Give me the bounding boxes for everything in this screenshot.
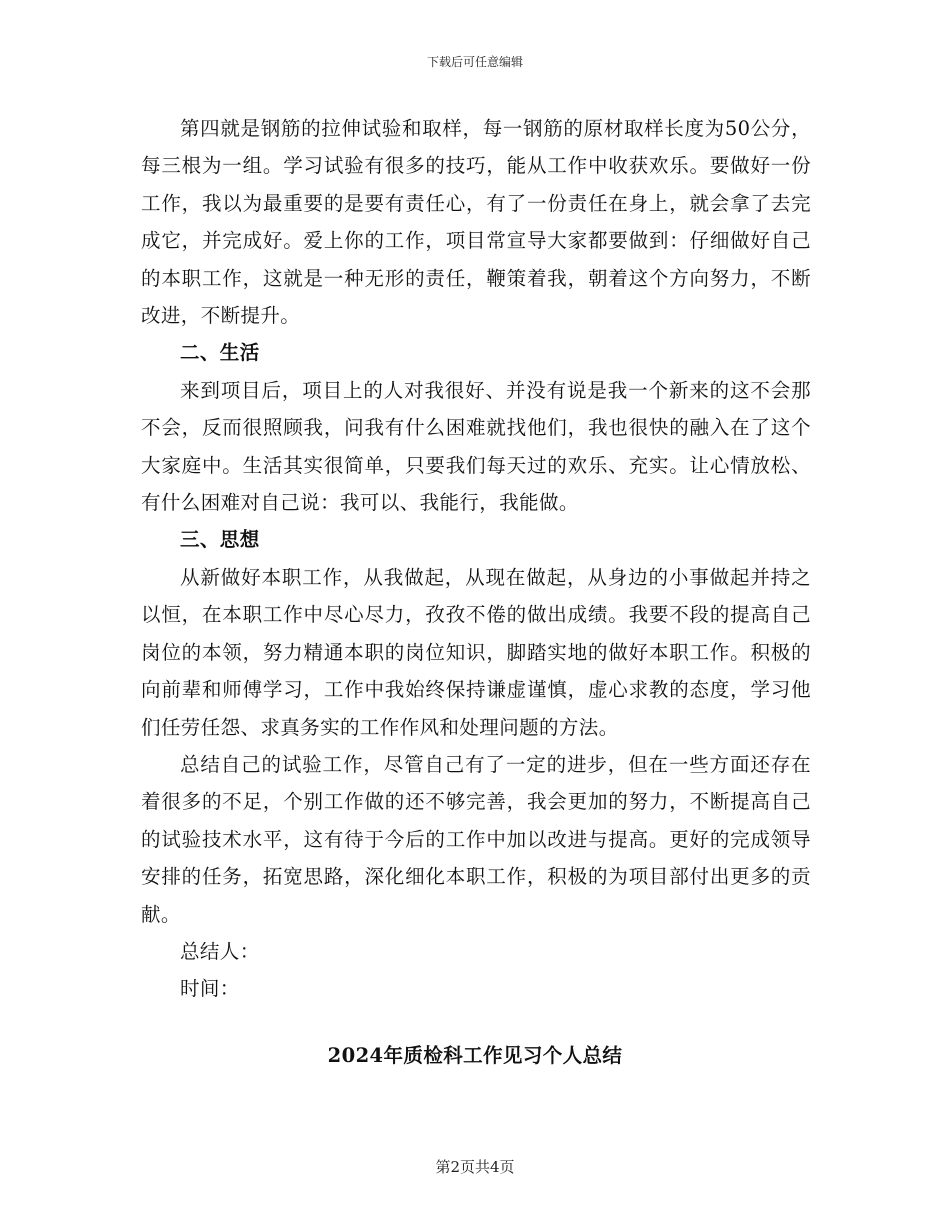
signer-label: 总结人： — [180, 939, 260, 963]
page-footer: 第2页共4页 — [435, 1158, 515, 1176]
paragraph-summary: 总结自己的试验工作，尽管自己有了一定的进步，但在一些方面还存在着很多的不足，个别工作做的还不够完善，我会更加的努力，不断提高自己的试验技术水平，这有待于今后的工作中加以改进与提高。更好的完成领导安排的任务，拓宽思路，深化细化本职工作，积极的为项目部付出更多的贡献。 — [141, 752, 811, 926]
header-note: 下载后可任意编辑 — [426, 55, 523, 69]
heading-life: 二、生活 — [180, 341, 260, 365]
next-document-title: 2024年质检科工作见习个人总结 — [327, 1044, 623, 1067]
time-label: 时间： — [180, 977, 240, 1001]
paragraph-thought: 从新做好本职工作，从我做起，从现在做起，从身边的小事做起并持之以恒，在本职工作中尽心尽力，孜孜不倦的做出成绩。我要不段的提高自己岗位的本领，努力精通本职的岗位知识，脚踏实地的做好本职工作。积极的向前辈和师傅学习，工作中我始终保持谦虚谨慎，虚心求教的态度，学习他们任劳任怨、求真务实的工作作风和处理问题的方法。 — [141, 565, 811, 739]
document-body — [141, 110, 811, 1008]
heading-thought: 三、思想 — [180, 528, 260, 552]
paragraph-rebar-testing: 第四就是钢筋的拉伸试验和取样，每一钢筋的原材取样长度为50公分，每三根为一组。学习试验有很多的技巧，能从工作中收获欢乐。要做好一份工作，我以为最重要的是要有责任心，有了一份责任在身上，就会拿了去完成它，并完成好。爱上你的工作，项目常宣导大家都要做到：仔细做好自己的本职工作，这就是一种无形的责任，鞭策着我，朝着这个方向努力，不断改进，不断提升。 — [141, 117, 811, 328]
paragraph-life: 来到项目后，项目上的人对我很好、并没有说是我一个新来的这不会那不会，反而很照顾我，问我有什么困难就找他们，我也很快的融入在了这个大家庭中。生活其实很简单，只要我们每天过的欢乐、充实。让心情放松、有什么困难对自己说：我可以、我能行，我能做。 — [141, 378, 811, 515]
